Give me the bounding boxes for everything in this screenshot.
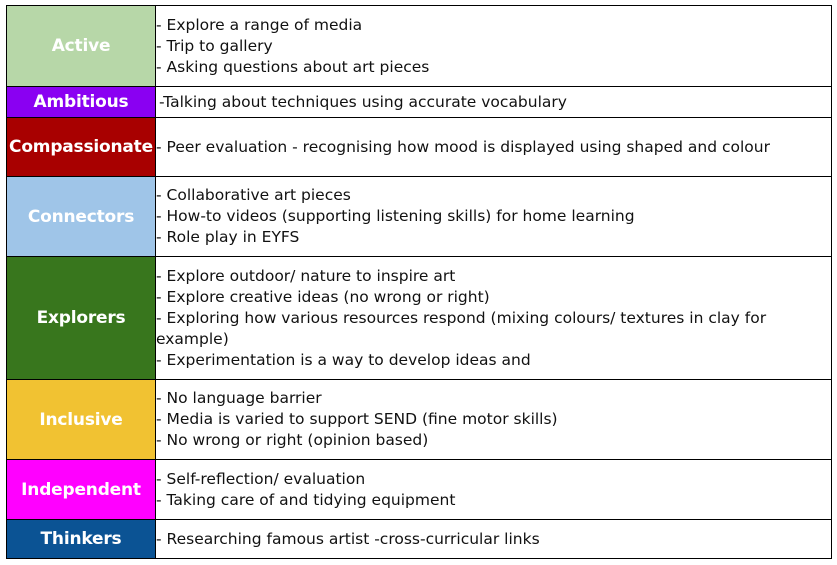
row-content-connectors <box>156 177 832 257</box>
table-row <box>7 177 832 257</box>
row-label-connectors: Connectors <box>7 177 156 257</box>
bullet-line: - No wrong or right (opinion based) <box>156 431 429 449</box>
bullet-line: - Asking questions about art pieces <box>156 57 430 76</box>
bullet-line: - Researching famous artist -cross-curricular links <box>156 529 540 548</box>
bullet-line: - Exploring how various resources respond (mixing colours/ textures in clay for example) <box>156 308 767 348</box>
row-content-active <box>156 6 832 87</box>
row-label-explorers: Explorers <box>7 257 156 380</box>
bullet-line: - Peer evaluation - recognising how mood is displayed using shaped and colour <box>156 137 770 156</box>
bullet-line: - Role play in EYFS <box>156 228 300 246</box>
row-label-thinkers: Thinkers <box>7 520 156 559</box>
bullet-line: - Collaborative art pieces <box>156 186 351 204</box>
bullet-line: - Explore creative ideas (no wrong or right) <box>156 287 490 306</box>
row-label-inclusive: Inclusive <box>7 380 156 460</box>
bullet-line: - How-to videos (supporting listening skills) for home learning <box>156 207 635 225</box>
table-row <box>7 87 832 118</box>
table-row <box>7 460 832 520</box>
table-row <box>7 257 832 380</box>
bullet-line: - Self-reflection/ evaluation <box>156 469 366 488</box>
bullet-line: -Talking about techniques using accurate vocabulary <box>159 92 567 111</box>
row-label-ambitious: Ambitious <box>7 87 156 118</box>
table-row <box>7 380 832 460</box>
bullet-line: - Trip to gallery <box>156 36 273 55</box>
row-content-inclusive <box>156 380 832 460</box>
bullet-line: - Explore outdoor/ nature to inspire art <box>156 266 456 285</box>
row-content-compassionate <box>156 118 832 177</box>
row-content-explorers <box>156 257 832 380</box>
bullet-line: - Experimentation is a way to develop ideas and <box>156 350 531 369</box>
table-row <box>7 520 832 559</box>
row-content-independent <box>156 460 832 520</box>
row-content-ambitious <box>156 87 832 118</box>
values-table <box>6 5 832 559</box>
row-label-compassionate: Compassionate <box>7 118 156 177</box>
table-row <box>7 6 832 87</box>
row-label-active: Active <box>7 6 156 87</box>
table-row <box>7 118 832 177</box>
row-content-thinkers <box>156 520 832 559</box>
bullet-line: - Media is varied to support SEND (fine motor skills) <box>156 410 558 428</box>
bullet-line: - Explore a range of media <box>156 15 363 34</box>
bullet-line: - Taking care of and tidying equipment <box>156 490 456 509</box>
bullet-line: - No language barrier <box>156 389 322 407</box>
row-label-independent: Independent <box>7 460 156 520</box>
